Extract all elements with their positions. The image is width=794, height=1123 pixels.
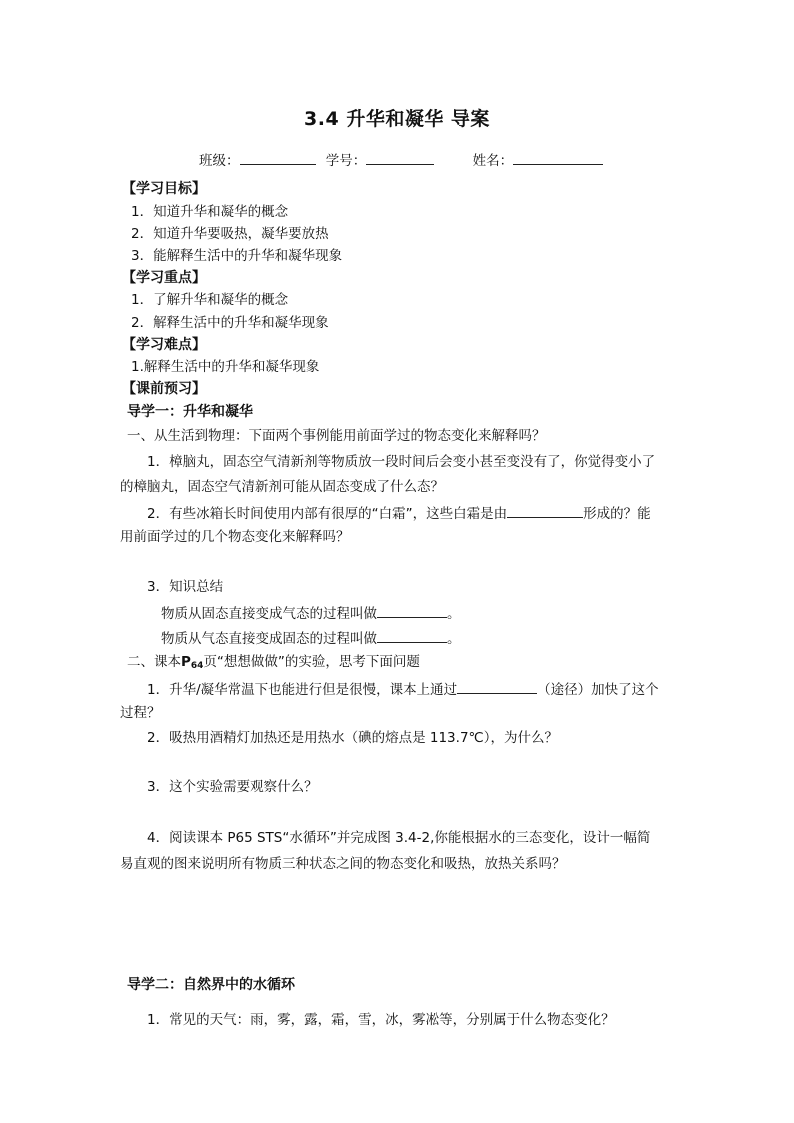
part2-text-a: 二、课本 <box>127 654 181 670</box>
q2-blank[interactable] <box>507 503 583 518</box>
summary-2-blank[interactable] <box>377 628 447 643</box>
difficulty-item: 1.解释生活中的升华和凝华现象 <box>131 359 320 375</box>
q2-line1 <box>147 503 651 523</box>
preview-heading: 【课前预习】 <box>122 381 206 397</box>
exp-q4-line1: 4．阅读课本 P65 STS“水循环”并完成图 3.4-2,你能根据水的三态变化，设计一幅简 <box>147 830 651 846</box>
summary-2 <box>161 628 461 648</box>
summary-1 <box>161 603 461 623</box>
page-title: 3.4 升华和凝华 导案 <box>304 108 490 130</box>
student-info-line <box>199 150 603 170</box>
exp-q1-text-a: 1．升华/凝华常温下也能进行但是很慢，课本上通过 <box>147 682 458 698</box>
guide2-q1: 1．常见的天气：雨，雾，露，霜，雪，冰，雾凇等，分别属于什么物态变化？ <box>147 1012 615 1028</box>
goal-item: 3．能解释生活中的升华和凝华现象 <box>131 248 343 264</box>
part2-text <box>127 653 420 675</box>
guide1-title: 导学一：升华和凝华 <box>127 404 253 420</box>
q2-text-a: 2．有些冰箱长时间使用内部有很厚的“白霜”，这些白霜是由 <box>147 506 508 522</box>
q1-line1: 1．樟脑丸，固态空气清新剂等物质放一段时间后会变小甚至变没有了，你觉得变小了 <box>147 454 656 470</box>
goals-heading: 【学习目标】 <box>122 181 206 197</box>
difficulty-heading: 【学习难点】 <box>122 337 206 353</box>
focus-heading: 【学习重点】 <box>122 270 206 286</box>
summary-1-blank[interactable] <box>377 603 447 618</box>
class-label: 班级： <box>199 153 240 169</box>
focus-item: 1．了解升华和凝华的概念 <box>131 292 289 308</box>
exp-q1-text-b: （途径）加快了这个 <box>537 682 659 698</box>
q3-text: 3．知识总结 <box>147 579 224 595</box>
part2-p: P <box>181 654 191 670</box>
summary-2-end: 。 <box>447 631 461 647</box>
name-label: 姓名： <box>472 153 514 169</box>
guide2-title: 导学二：自然界中的水循环 <box>127 977 295 993</box>
summary-1-end: 。 <box>447 606 461 622</box>
exp-q1-line1 <box>147 679 659 699</box>
exp-q4-line2: 易直观的图来说明所有物质三种状态之间的物态变化和吸热，放热关系吗？ <box>120 856 566 872</box>
focus-item: 2．解释生活中的升华和凝华现象 <box>131 315 329 331</box>
exp-q1-line2: 过程？ <box>120 705 161 721</box>
part1-text: 一、从生活到物理：下面两个事例能用前面学过的物态变化来解释吗？ <box>127 428 546 444</box>
goal-item: 2．知道升华要吸热，凝华要放热 <box>131 226 329 242</box>
id-label: 学号： <box>325 153 367 169</box>
q2-text-b: 形成的？能 <box>583 506 651 522</box>
name-blank[interactable] <box>513 150 603 165</box>
exp-q2: 2．吸热用酒精灯加热还是用热水（碘的熔点是 113.7℃），为什么？ <box>147 730 558 746</box>
part2-text-b: 页“想想做做”的实验，思考下面问题 <box>203 654 420 670</box>
id-blank[interactable] <box>366 150 434 165</box>
goal-item: 1．知道升华和凝华的概念 <box>131 204 289 220</box>
q1-line2: 的樟脑丸，固态空气清新剂可能从固态变成了什么态？ <box>120 479 444 495</box>
class-blank[interactable] <box>240 150 316 165</box>
summary-1-text: 物质从固态直接变成气态的过程叫做 <box>161 606 377 622</box>
exp-q3: 3．这个实验需要观察什么？ <box>147 779 318 795</box>
exp-q1-blank[interactable] <box>457 679 537 694</box>
part2-page-sub: 64 <box>190 661 204 671</box>
summary-2-text: 物质从气态直接变成固态的过程叫做 <box>161 631 377 647</box>
q2-line2: 用前面学过的几个物态变化来解释吗？ <box>120 529 350 545</box>
